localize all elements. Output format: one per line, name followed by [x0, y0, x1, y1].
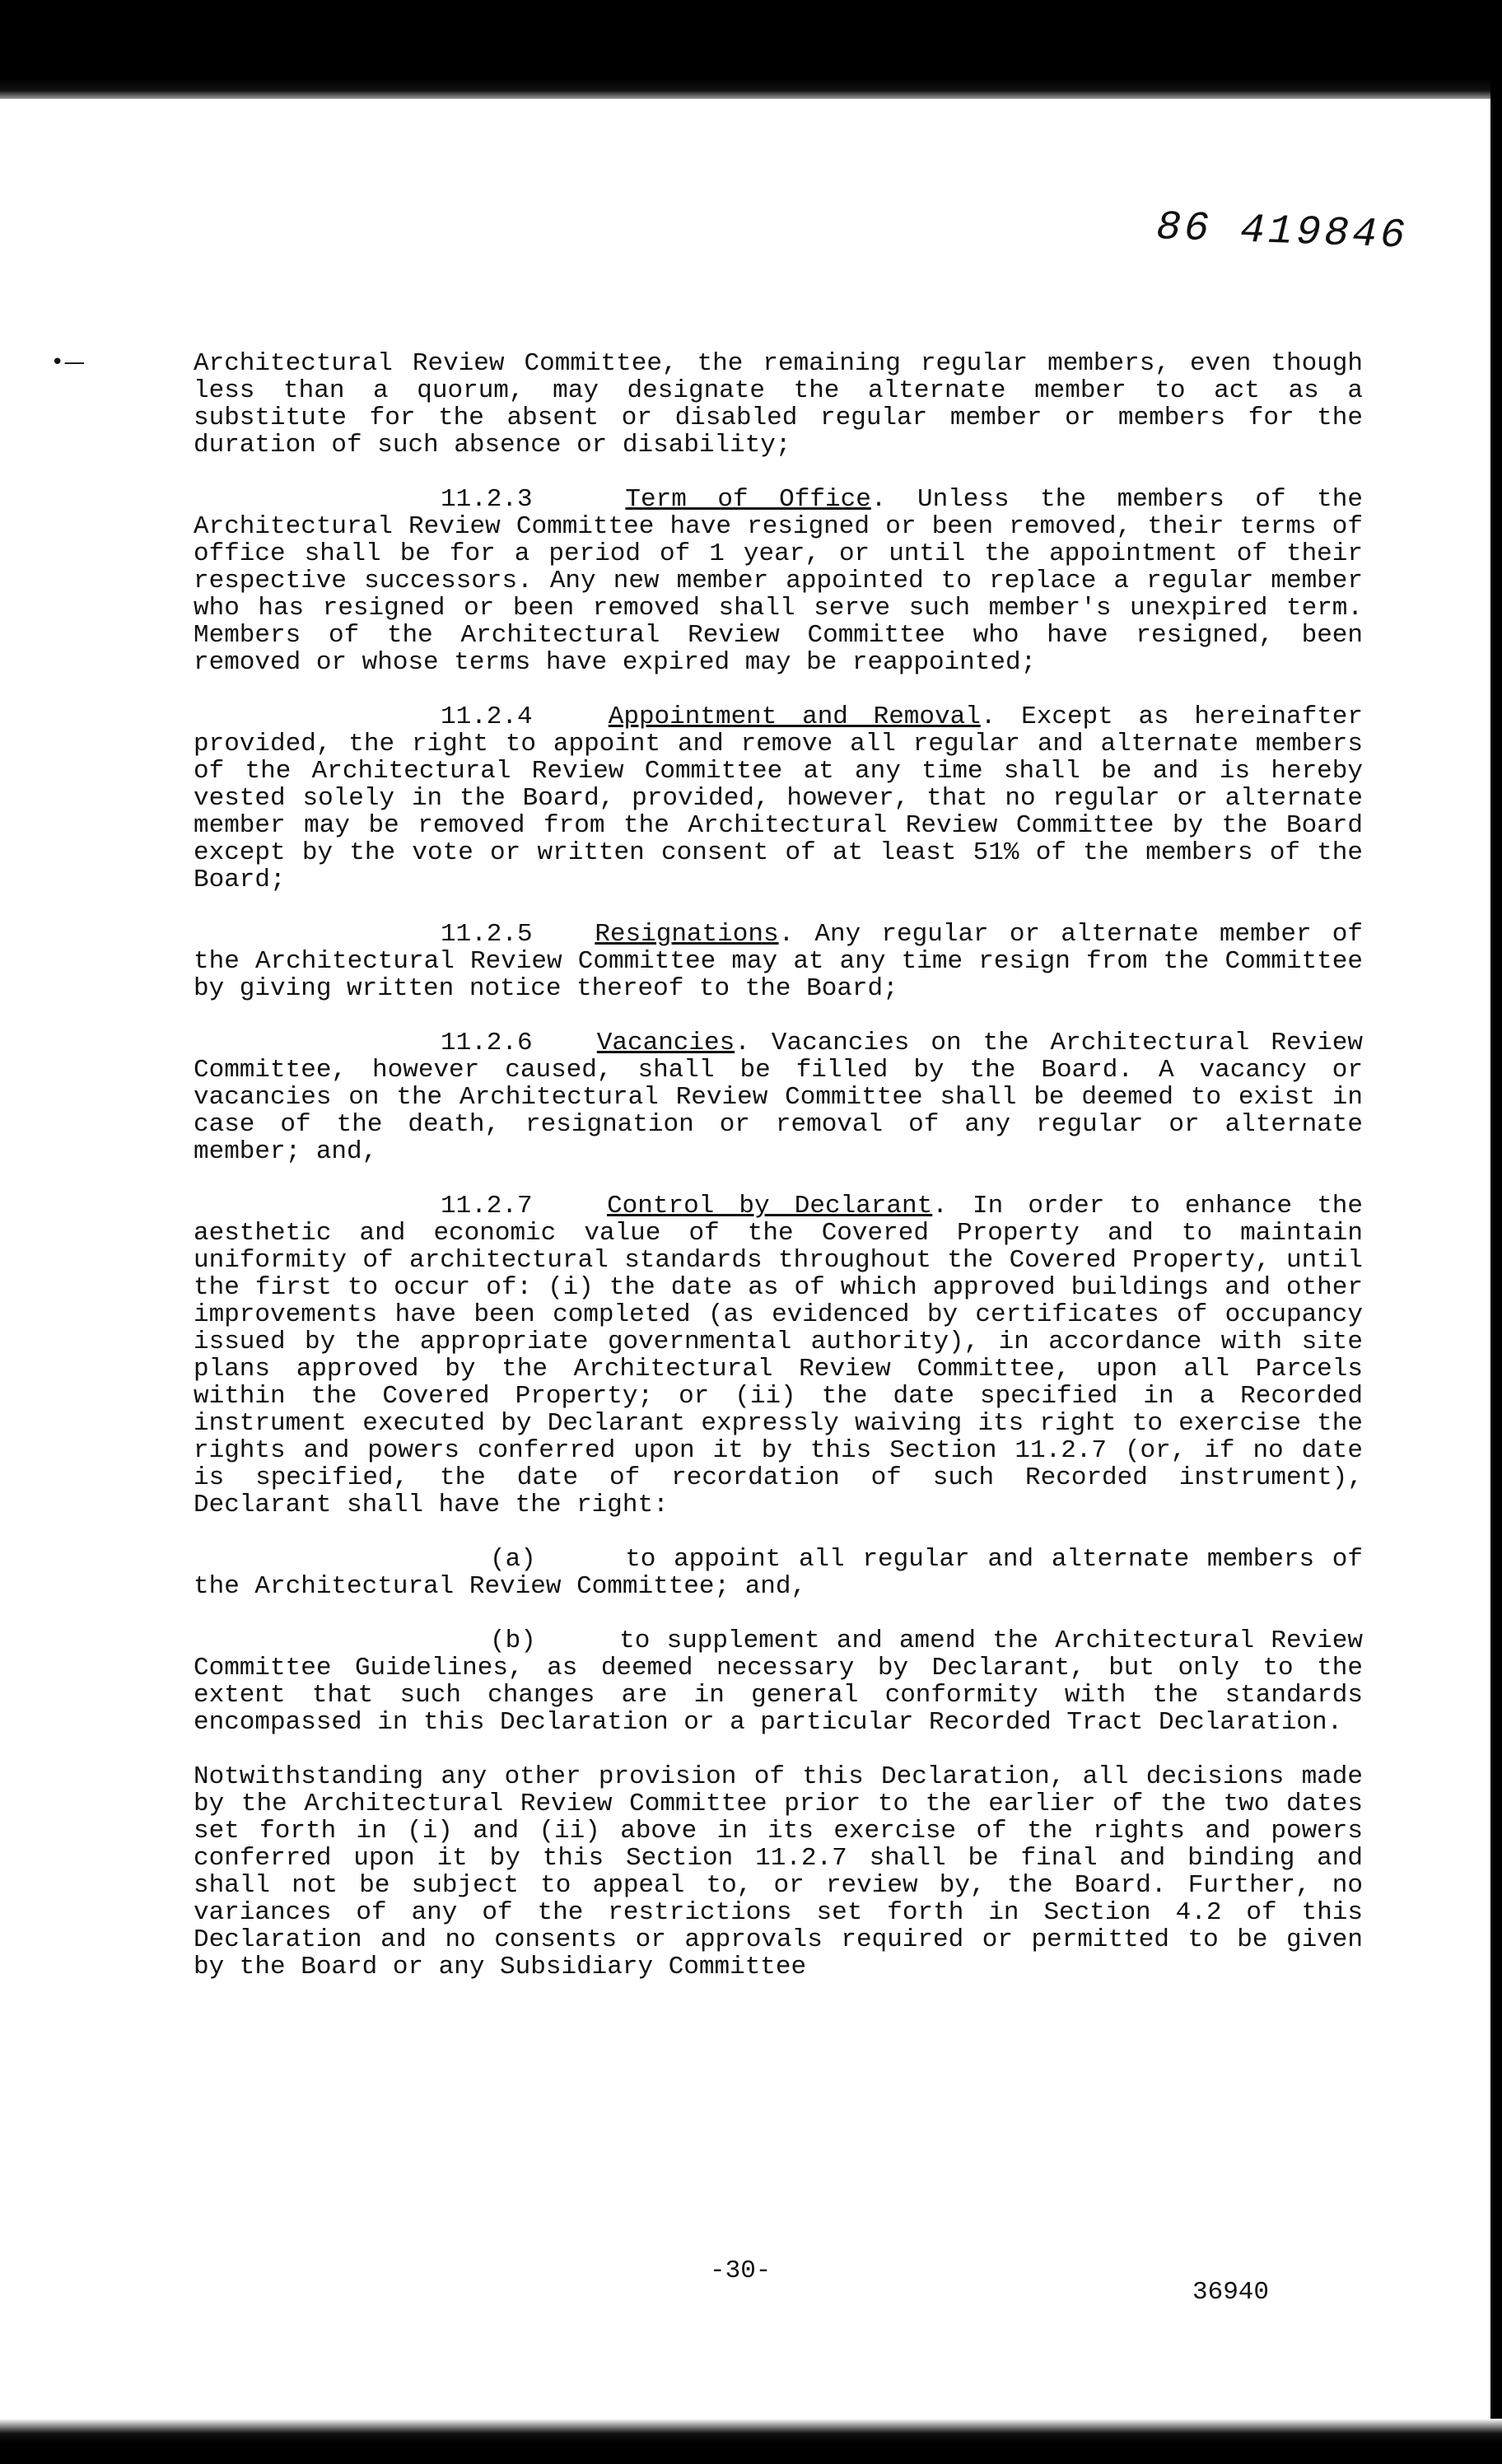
section-heading: Control by Declarant	[607, 1192, 933, 1220]
section-heading: Resignations	[595, 920, 779, 949]
section-text: . Unless the members of the Architectural Review Committee have resigned or been removed, their terms of office shall be for a period of 1 year, or until the appointment of their respective successors. Any new member appointed to replace a regular member who has resigned or been removed shall serve such member's unexpired term. Members of the Architectural Review Committee who have resigned, been removed or whose terms have expired may be reappointed;	[194, 485, 1363, 677]
document-body	[194, 350, 1363, 2008]
section-number: 11.2.6	[441, 1029, 533, 1057]
section-11-2-6	[194, 1029, 1363, 1165]
section-number: 11.2.5	[441, 920, 533, 949]
subsection-label: (b)	[490, 1626, 536, 1655]
section-text: . Any regular or alternate member of the Architectural Review Committee may at any time resign from the Committee by giving written notice thereof to the Board;	[194, 920, 1364, 1003]
subsection-text: to supplement and amend the Architectural Review Committee Guidelines, as deemed necessary by Declarant, but only to the extent that such changes are in general conformity with the standards encompassed in this Declaration or a particular Recorded Tract Declaration.	[194, 1626, 1363, 1737]
subsection-b	[194, 1627, 1363, 1736]
document-number: 86 419846	[1155, 204, 1409, 260]
section-heading: Vacancies	[596, 1029, 735, 1057]
section-text: . Except as hereinafter provided, the right to appoint and remove all regular and alternate members of the Architectural Review Committee at any time shall be and is hereby vested solely in the Board, provided, however, that no regular or alternate member may be removed from the Architectural Review Committee by the Board except by the vote or written consent of at least 51% of the members of the Board;	[194, 702, 1364, 894]
section-text: . Vacancies on the Architectural Review Committee, however caused, shall be filled by the Board. A vacancy or vacancies on the Architectural Review Committee shall be deemed to exist in case of the death, resignation or removal of any regular or alternate member; and,	[194, 1029, 1363, 1166]
paragraph-notwithstanding: Notwithstanding any other provision of this Declaration, all decisions made by the Architectural Review Committee prior to the earlier of the two dates set forth in (i) and (ii) above in its exercise of the rights and powers conferred upon it by this Section 11.2.7 shall be final and binding and shall not be subject to appeal to, or review by, the Board. Further, no variances of any of the restrictions set forth in Section 4.2 of this Declaration and no consents or approvals required or permitted to be given by the Board or any Subsidiary Committee	[194, 1762, 1363, 1981]
section-11-2-5	[194, 921, 1363, 1002]
section-number: 11.2.7	[441, 1192, 533, 1220]
section-heading: Term of Office	[625, 485, 871, 514]
scan-border-top	[0, 0, 1502, 99]
subsection-a	[194, 1546, 1363, 1600]
section-11-2-4	[194, 703, 1363, 894]
subsection-label: (a)	[490, 1545, 536, 1574]
scan-edge-right	[1490, 0, 1502, 2464]
section-11-2-3	[194, 486, 1363, 676]
paragraph-continuation: Architectural Review Committee, the remaining regular members, even though less than a quorum, may designate the alternate member to act as a substitute for the absent or disabled regular member or members for the duration of such absence or disability;	[194, 349, 1363, 460]
scan-border-bottom	[0, 2419, 1502, 2464]
margin-mark: •—	[51, 350, 86, 375]
section-number: 11.2.4	[441, 702, 533, 731]
section-number: 11.2.3	[441, 485, 533, 514]
page-number: -30-	[710, 2256, 772, 2285]
reference-number: 36940	[1192, 2278, 1270, 2307]
section-11-2-7	[194, 1192, 1363, 1519]
subsection-text: to appoint all regular and alternate members of the Architectural Review Committee; and,	[194, 1545, 1364, 1601]
section-heading: Appointment and Removal	[608, 702, 981, 731]
section-text: . In order to enhance the aesthetic and economic value of the Covered Property and to maintain uniformity of architectural standards throughout the Covered Property, until the first to occur of: (i) the date as of which approved buildings and other improvements have been completed (as evidenced by certificates of occupancy issued by the appropriate governmental authority), in accordance with site plans approved by the Architectural Review Committee, upon all Parcels within the Covered Property; or (ii) the date specified in a Recorded instrument executed by Declarant expressly waiving its right to exercise the rights and powers conferred upon it by this Section 11.2.7 (or, if no date is specified, the date of recordation of such Recorded instrument), Declarant shall have the right:	[194, 1192, 1364, 1519]
